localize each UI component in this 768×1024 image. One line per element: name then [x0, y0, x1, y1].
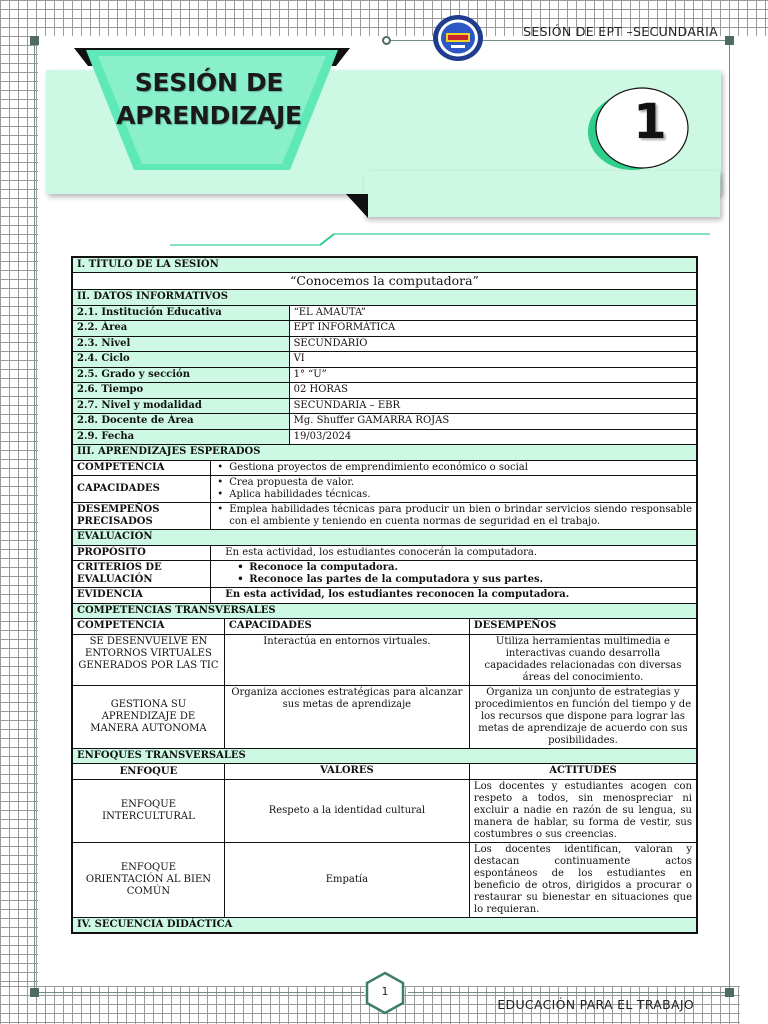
capacidad-item: • Aplica habilidades técnicas. [215, 489, 692, 501]
approach-row [72, 842, 697, 917]
column-header-competencia: COMPETENCIA [72, 619, 224, 635]
capacidades-label: CAPACIDADES [72, 476, 211, 503]
frame-line-bottom [34, 992, 364, 993]
capacidad-item: • Crea propuesta de valor. [215, 477, 692, 489]
frame-line-bottom-right [408, 992, 730, 993]
competencia-label: COMPETENCIA [72, 460, 211, 476]
proposito-value: En esta actividad, los estudiantes conocerán la computadora. [211, 545, 697, 561]
column-header-valores: VALORES [224, 764, 469, 780]
section-sequence-header: IV. SECUENCIA DIDÁCTICA [72, 917, 697, 933]
info-label: 2.9. Fecha [72, 429, 289, 445]
header-label: SESIÓN DE EPT –SECUNDARIA [523, 24, 718, 39]
info-row [72, 429, 697, 445]
approaches-column-headers [72, 764, 697, 780]
session-number: 1 [633, 94, 667, 150]
section-title-header: I. TÍTULO DE LA SESIÓN [72, 257, 697, 273]
transversal-column-headers [72, 619, 697, 635]
info-label: 2.7. Nivel y modalidad [72, 398, 289, 414]
evidencia-label: EVIDENCIA [72, 588, 211, 604]
frame-dot [382, 36, 391, 45]
info-label: 2.3. Nivel [72, 336, 289, 352]
section-expected-header: III. APRENDIZAJES ESPERADOS [72, 445, 697, 461]
info-value: “EL AMAUTA” [289, 305, 697, 321]
criterios-row [72, 561, 697, 588]
session-title-value: “Conocemos la computadora” [72, 273, 697, 290]
approach-row [72, 779, 697, 842]
info-value: VI [289, 352, 697, 368]
page-number: 1 [381, 985, 389, 998]
info-row [72, 367, 697, 383]
transversal-competencia: SE DESENVUELVE EN ENTORNOS VIRTUALES GENERADOS POR LAS TIC [72, 634, 224, 685]
approach-valor: Empatía [224, 842, 469, 917]
transversal-capacidad: Organiza acciones estratégicas para alcanzar sus metas de aprendizaje [224, 685, 469, 748]
desempenos-label-line2: PRECISADOS [77, 516, 153, 527]
banner-fold [346, 194, 368, 218]
session-title-line1: SESIÓN DE [134, 68, 284, 97]
approach-valor: Respeto a la identidad cultural [224, 779, 469, 842]
transversal-competencia: GESTIONA SU APRENDIZAJE DE MANERA AUTONOMA [72, 685, 224, 748]
desempenos-label [72, 503, 211, 530]
title-banner-tab [364, 171, 720, 217]
section-info-header: II. DATOS INFORMATIVOS [72, 290, 697, 306]
info-label: 2.6. Tiempo [72, 383, 289, 399]
proposito-row [72, 545, 697, 561]
competencia-value: • Gestiona proyectos de emprendimiento económico o social [215, 462, 692, 474]
competencia-row [72, 460, 697, 476]
section-header-row [72, 530, 697, 546]
criterios-label-line1: CRITERIOS DE [77, 562, 162, 573]
desempenos-row [72, 503, 697, 530]
corner-square [30, 36, 39, 45]
criterios-label-line2: EVALUACIÓN [77, 574, 153, 585]
info-value: SECUNDARIA – EBR [289, 398, 697, 414]
desempenos-value: • Emplea habilidades técnicas para producir un bien o brindar servicios siendo responsable con el ambiente y teniendo en cuenta normas de seguridad en el trabajo. [215, 504, 692, 528]
grid-background-left [0, 0, 38, 1024]
evidencia-value: En esta actividad, los estudiantes reconocen la computadora. [211, 588, 697, 604]
capacidades-row [72, 476, 697, 503]
criterio-item: • Reconoce las partes de la computadora y sus partes. [235, 574, 692, 586]
info-label: 2.1. Institución Educativa [72, 305, 289, 321]
frame-line-right [729, 40, 730, 994]
decorative-divider [170, 228, 710, 248]
info-label: 2.4. Ciclo [72, 352, 289, 368]
section-header-row [72, 748, 697, 764]
info-row [72, 305, 697, 321]
transversal-row [72, 685, 697, 748]
approach-actitud: Los docentes y estudiantes acogen con respeto a todos, sin menospreciar ni excluir a nadie en razón de su lengua, su manera de hablar, su forma de vestir, sus costumbres o sus creencias. [469, 779, 697, 842]
session-title-row [72, 273, 697, 290]
section-header-row [72, 445, 697, 461]
section-evaluation-header: EVALUACION [72, 530, 697, 546]
info-value: SECUNDARIO [289, 336, 697, 352]
info-value: 19/03/2024 [289, 429, 697, 445]
info-row [72, 414, 697, 430]
info-row [72, 336, 697, 352]
frame-line-left [34, 40, 35, 994]
info-label: 2.8. Docente de Área [72, 414, 289, 430]
corner-square [725, 988, 734, 997]
session-table [71, 256, 698, 934]
info-row [72, 383, 697, 399]
section-transversal-header: COMPETENCIAS TRANSVERSALES [72, 603, 697, 619]
proposito-label: PROPÓSITO [72, 545, 211, 561]
criterio-item: • Reconoce la computadora. [235, 562, 692, 574]
approach-enfoque: ENFOQUE ORIENTACIÓN AL BIEN COMÚN [72, 842, 224, 917]
session-title-line2: APRENDIZAJE [116, 101, 302, 130]
column-header-actitudes: ACTITUDES [469, 764, 697, 780]
transversal-capacidad: Interactúa en entornos virtuales. [224, 634, 469, 685]
transversal-row [72, 634, 697, 685]
approach-enfoque: ENFOQUE INTERCULTURAL [72, 779, 224, 842]
info-label: 2.2. Área [72, 321, 289, 337]
transversal-desempeno: Organiza un conjunto de estrategias y procedimientos en función del tiempo y de los recursos que dispone para lograr las metas de aprendizaje de acuerdo con sus posibilidades. [469, 685, 697, 748]
approach-actitud: Los docentes identifican, valoran y destacan continuamente actos espontáneos de los estudiantes en beneficio de otros, dirigidos a procurar o restaurar su bienestar en situaciones que lo requieran. [469, 842, 697, 917]
column-header-desempenos: DESEMPEÑOS [469, 619, 697, 635]
corner-square [30, 988, 39, 997]
info-value: 1° “U” [289, 367, 697, 383]
info-label: 2.5. Grado y sección [72, 367, 289, 383]
info-value: Mg. Shuffer GAMARRA ROJAS [289, 414, 697, 430]
section-header-row [72, 917, 697, 933]
info-row [72, 352, 697, 368]
info-value: EPT INFORMÁTICA [289, 321, 697, 337]
column-header-capacidades: CAPACIDADES [224, 619, 469, 635]
section-approaches-header: ENFOQUES TRANSVERSALES [72, 748, 697, 764]
section-header-row [72, 257, 697, 273]
column-header-enfoque: ENFOQUE [72, 764, 224, 780]
info-row [72, 321, 697, 337]
school-seal-logo [432, 14, 484, 62]
info-value: 02 HORAS [289, 383, 697, 399]
section-header-row [72, 290, 697, 306]
criterios-label [72, 561, 211, 588]
section-header-row [72, 603, 697, 619]
evidencia-row [72, 588, 697, 604]
info-row [72, 398, 697, 414]
transversal-desempeno: Utiliza herramientas multimedia e interactivas cuando desarrolla capacidades relacionadas con diversas áreas del conocimiento. [469, 634, 697, 685]
desempenos-label-line1: DESEMPEÑOS [77, 504, 160, 515]
corner-square [725, 36, 734, 45]
footer-label: EDUCACIÓN PARA EL TRABAJO [497, 997, 694, 1012]
session-title [96, 66, 322, 132]
